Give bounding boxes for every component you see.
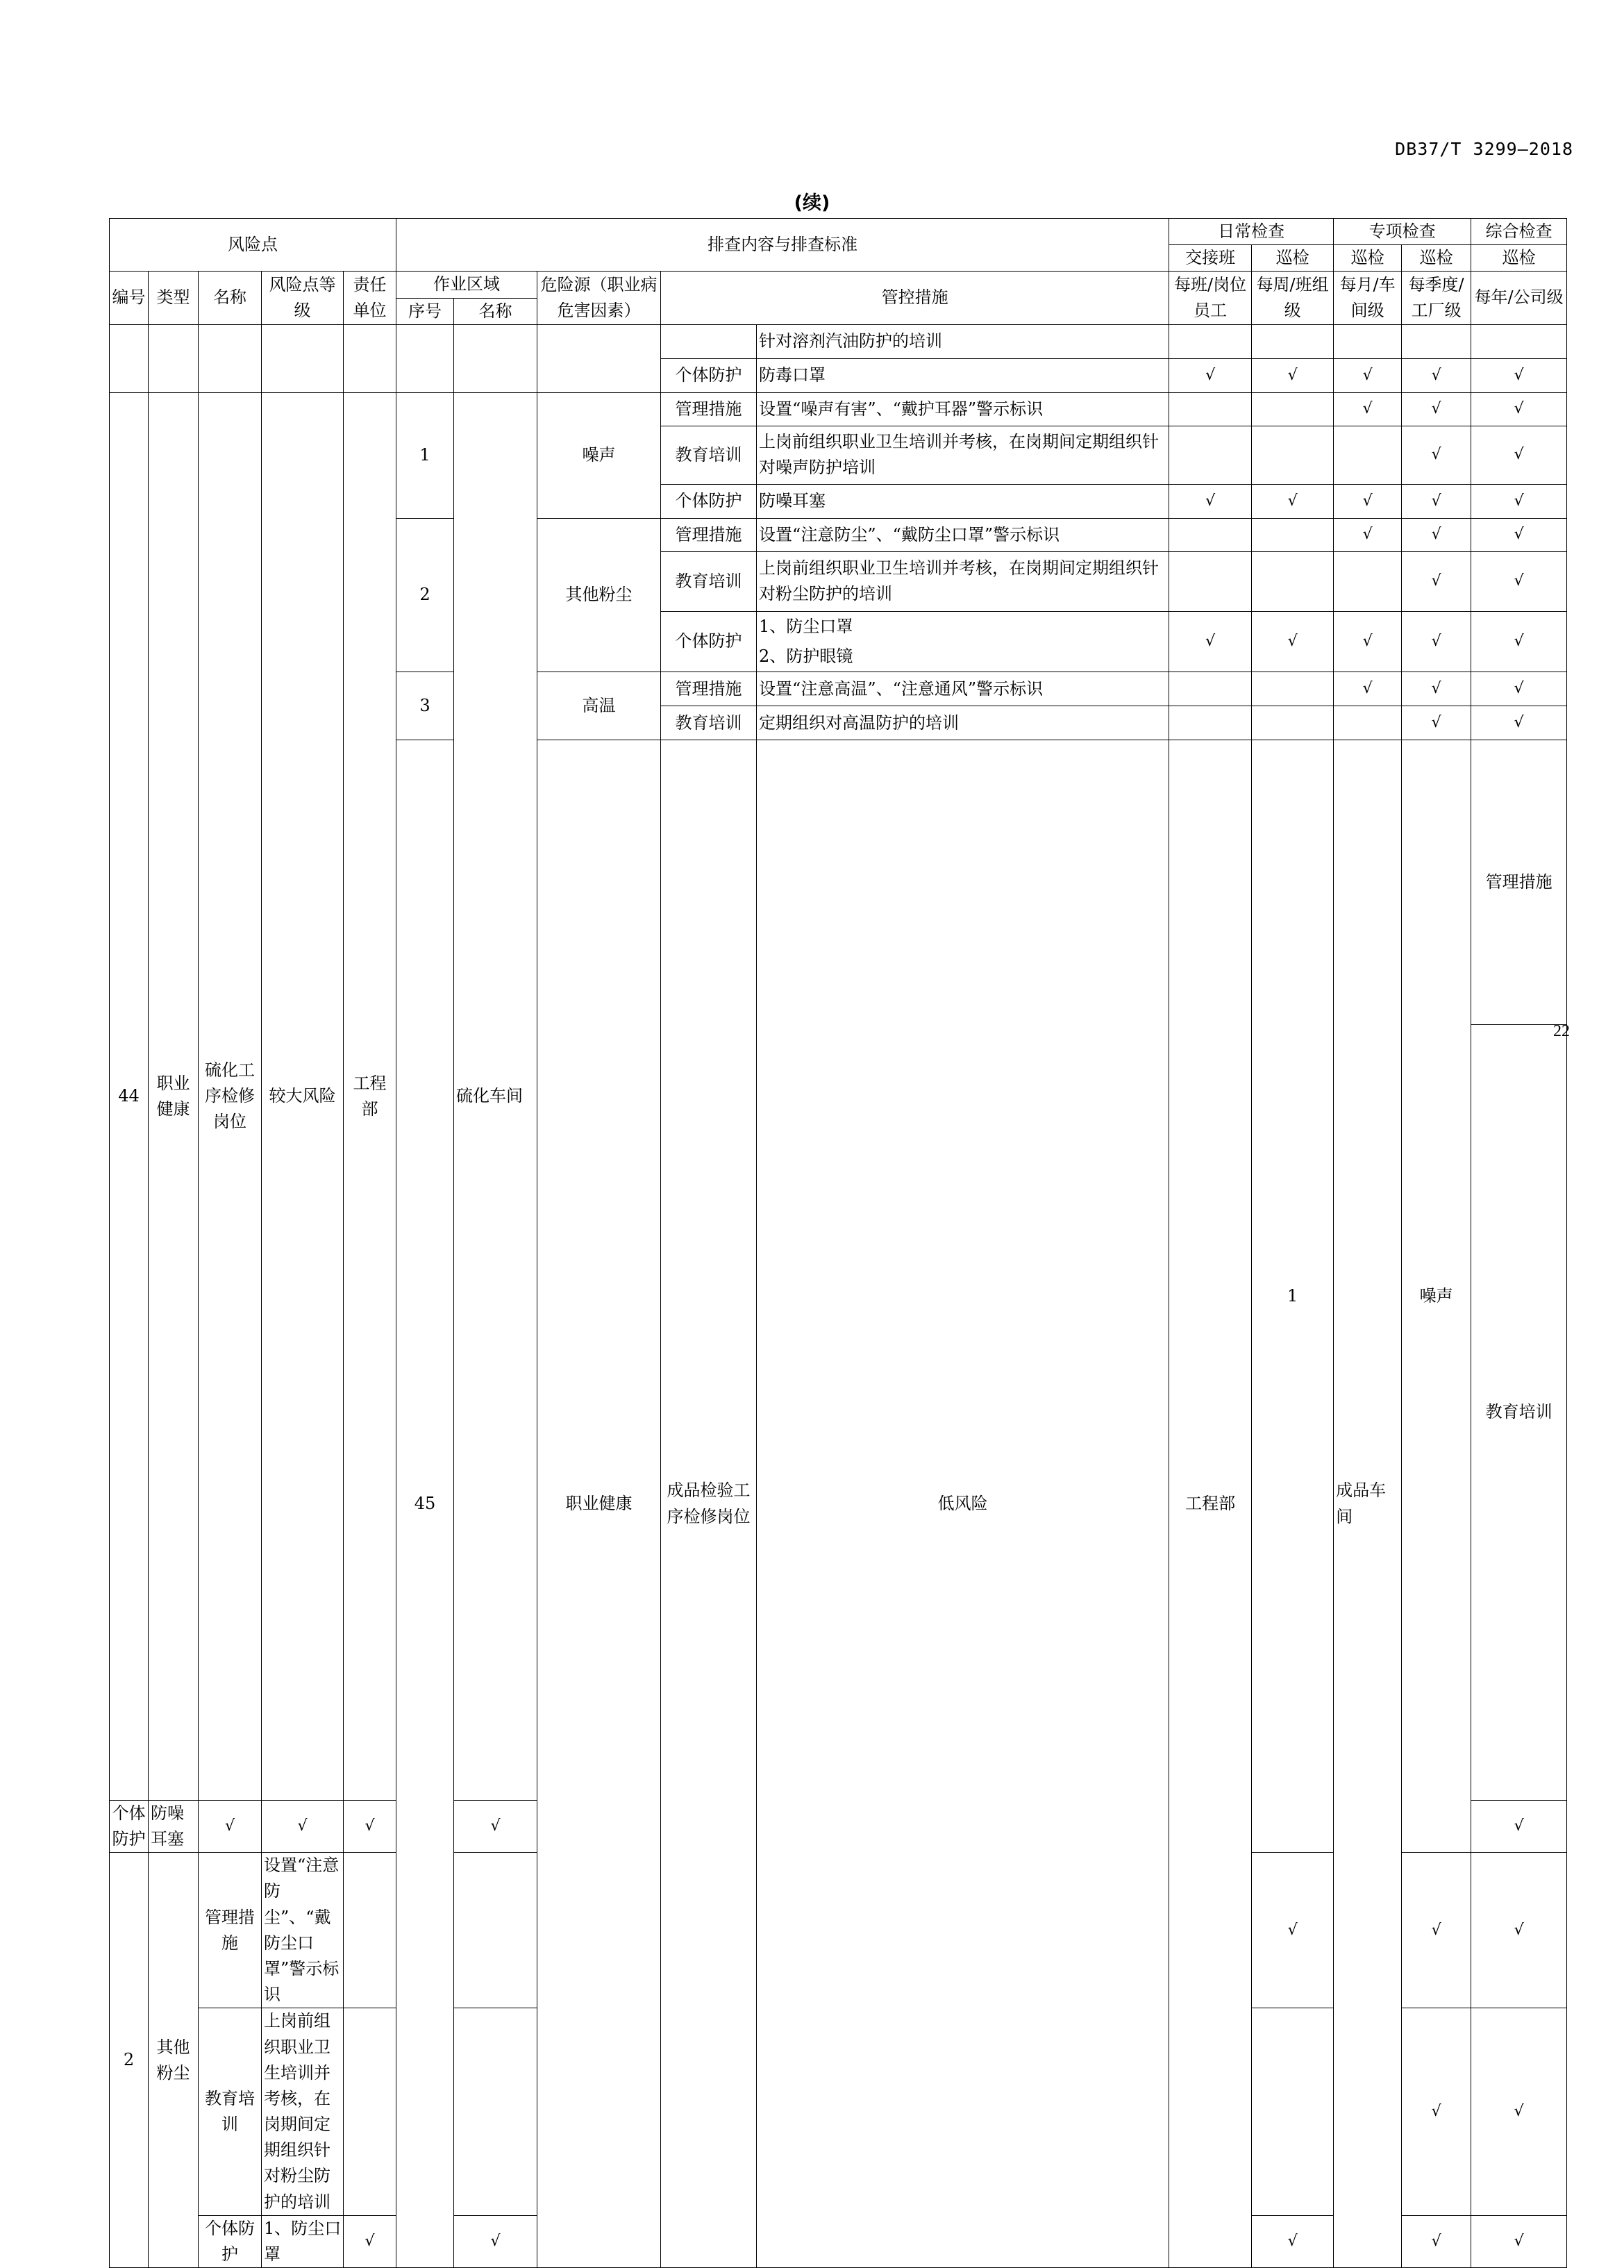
check-cell — [1334, 324, 1402, 358]
group-seq: 1 — [396, 392, 454, 518]
check-cell — [344, 2008, 396, 2216]
check-mark: √ — [1402, 426, 1471, 484]
check-mark: √ — [1471, 2008, 1567, 2216]
measure-text: 设置“注意防尘”、“戴防尘口罩”警示标识 — [757, 518, 1169, 551]
check-mark: √ — [1471, 392, 1567, 426]
check-cell — [1169, 706, 1252, 740]
check-cell — [1169, 392, 1252, 426]
measure-category: 个体防护 — [661, 358, 757, 392]
measure-text: 防噪耳塞 — [757, 484, 1169, 518]
measure-category: 管理措施 — [661, 518, 757, 551]
measure-text: 1、防尘口罩 — [262, 2215, 344, 2267]
check-mark: √ — [1334, 484, 1402, 518]
measure-text: 设置“注意高温”、“注意通风”警示标识 — [757, 672, 1169, 706]
work-area-name: 成品车间 — [1334, 740, 1402, 2268]
header-freq-month: 每月/车间级 — [1334, 272, 1402, 324]
entry-name: 硫化工序检修岗位 — [199, 392, 262, 1800]
check-cell — [1252, 706, 1334, 740]
check-cell — [1252, 2008, 1334, 2216]
measure-category: 管理措施 — [199, 1853, 262, 2008]
check-mark: √ — [1334, 392, 1402, 426]
check-mark: √ — [1471, 611, 1567, 672]
header-area-name: 名称 — [454, 298, 537, 324]
measure-text: 定期组织对高温防护的培训 — [757, 706, 1169, 740]
check-cell — [1252, 518, 1334, 551]
measure-text: 上岗前组织职业卫生培训并考核，在岗期间定期组织针对噪声防护培训 — [757, 426, 1169, 484]
check-mark: √ — [1252, 484, 1334, 518]
header-control-measures: 管控措施 — [661, 272, 1169, 324]
measure-category: 个体防护 — [661, 611, 757, 672]
check-mark: √ — [1471, 518, 1567, 551]
check-cell — [1169, 672, 1252, 706]
entry-name: 成品检验工序检修岗位 — [661, 740, 757, 2268]
measure-category: 教育培训 — [661, 426, 757, 484]
check-mark: √ — [1402, 484, 1471, 518]
check-mark: √ — [1334, 358, 1402, 392]
entry-number: 45 — [396, 740, 454, 2268]
measure-category: 个体防护 — [199, 2215, 262, 2267]
measure-category: 教育培训 — [1471, 1025, 1567, 1801]
carry-cell — [199, 324, 262, 392]
header-number: 编号 — [110, 272, 149, 324]
risk-check-table — [109, 218, 1567, 2268]
measure-text — [757, 611, 1169, 672]
header-check-content: 排查内容与排查标准 — [396, 219, 1169, 272]
check-mark: √ — [1402, 706, 1471, 740]
measure-text: 针对溶剂汽油防护的培训 — [757, 324, 1169, 358]
carry-cell — [110, 324, 149, 392]
header-risk-level: 风险点等级 — [262, 272, 344, 324]
check-mark: √ — [1252, 358, 1334, 392]
measure-category: 教育培训 — [661, 551, 757, 611]
measure-line: 2、防护眼镜 — [759, 646, 853, 666]
check-mark: √ — [1252, 611, 1334, 672]
check-mark: √ — [1169, 358, 1252, 392]
entry-risk-level: 较大风险 — [262, 392, 344, 1800]
check-mark: √ — [1402, 611, 1471, 672]
carry-cell — [454, 324, 537, 392]
header-daily-check: 日常检查 — [1169, 219, 1334, 245]
entry-type: 职业健康 — [537, 740, 661, 2268]
hazard: 噪声 — [537, 392, 661, 518]
check-mark: √ — [1471, 1800, 1567, 1852]
hazard: 噪声 — [1402, 740, 1471, 1853]
measure-category — [661, 324, 757, 358]
measure-line: 1、防尘口罩 — [759, 616, 853, 636]
check-mark: √ — [1402, 392, 1471, 426]
hazard: 其他粉尘 — [149, 1853, 199, 2268]
check-mark: √ — [1471, 484, 1567, 518]
check-mark: √ — [1334, 672, 1402, 706]
check-mark: √ — [454, 2215, 537, 2267]
check-cell — [454, 1853, 537, 2008]
group-seq: 3 — [396, 672, 454, 740]
check-mark: √ — [1402, 518, 1471, 551]
check-mark: √ — [1169, 611, 1252, 672]
carry-cell — [396, 324, 454, 392]
check-mark: √ — [1471, 358, 1567, 392]
check-mark: √ — [1471, 551, 1567, 611]
check-mark: √ — [262, 1800, 344, 1852]
group-seq: 2 — [110, 1853, 149, 2268]
check-mark: √ — [1471, 2215, 1567, 2267]
header-freq-year: 每年/公司级 — [1471, 272, 1567, 324]
check-cell — [1169, 426, 1252, 484]
carry-cell — [262, 324, 344, 392]
check-mark: √ — [1402, 2215, 1471, 2267]
measure-text: 防噪耳塞 — [149, 1800, 199, 1852]
check-cell — [1252, 324, 1334, 358]
check-cell — [1252, 392, 1334, 426]
work-area-name: 硫化车间 — [454, 392, 537, 1800]
check-cell — [1252, 426, 1334, 484]
measure-category: 个体防护 — [661, 484, 757, 518]
check-mark: √ — [1334, 518, 1402, 551]
check-cell — [344, 1853, 396, 2008]
header-work-area: 作业区域 — [396, 272, 537, 298]
check-mark: √ — [1252, 2215, 1334, 2267]
check-mark: √ — [1402, 1853, 1471, 2008]
header-handover: 交接班 — [1169, 245, 1252, 272]
entry-type: 职业健康 — [149, 392, 199, 1800]
measure-category: 教育培训 — [661, 706, 757, 740]
check-cell — [1471, 324, 1567, 358]
check-cell — [1334, 426, 1402, 484]
entry-risk-level: 低风险 — [757, 740, 1169, 2268]
check-mark: √ — [1402, 2008, 1471, 2216]
standard-code: DB37/T 3299—2018 — [1395, 139, 1573, 159]
header-patrol: 巡检 — [1471, 245, 1567, 272]
check-mark: √ — [1471, 672, 1567, 706]
header-hazard: 危险源（职业病危害因素） — [537, 272, 661, 324]
measure-category: 管理措施 — [1471, 740, 1567, 1025]
measure-text: 设置“噪声有害”、“戴护耳器”警示标识 — [757, 392, 1169, 426]
check-cell — [1402, 324, 1471, 358]
group-seq: 2 — [396, 518, 454, 672]
measure-category: 管理措施 — [661, 392, 757, 426]
header-comprehensive-check: 综合检查 — [1471, 219, 1567, 245]
entry-number: 44 — [110, 392, 149, 1800]
check-mark: √ — [1471, 426, 1567, 484]
check-cell — [454, 2008, 537, 2216]
carry-cell — [344, 324, 396, 392]
check-cell — [1252, 551, 1334, 611]
carry-cell — [537, 324, 661, 392]
check-mark: √ — [344, 1800, 396, 1852]
check-cell — [1169, 551, 1252, 611]
page-number: 22 — [1553, 1022, 1570, 1040]
header-patrol: 巡检 — [1402, 245, 1471, 272]
check-cell — [1169, 324, 1252, 358]
check-mark: √ — [1252, 1853, 1334, 2008]
check-mark: √ — [1471, 706, 1567, 740]
header-patrol: 巡检 — [1252, 245, 1334, 272]
group-seq: 1 — [1252, 740, 1334, 1853]
header-freq-week: 每周/班组级 — [1252, 272, 1334, 324]
check-cell — [1334, 706, 1402, 740]
entry-unit: 工程部 — [1169, 740, 1252, 2268]
measure-text: 防毒口罩 — [757, 358, 1169, 392]
check-mark: √ — [454, 1800, 537, 1852]
check-cell — [1169, 518, 1252, 551]
check-mark: √ — [344, 2215, 396, 2267]
header-freq-quarter: 每季度/工厂级 — [1402, 272, 1471, 324]
check-mark: √ — [1471, 1853, 1567, 2008]
check-mark: √ — [199, 1800, 262, 1852]
check-mark: √ — [1334, 611, 1402, 672]
measure-category: 教育培训 — [199, 2008, 262, 2216]
header-responsible-unit: 责任单位 — [344, 272, 396, 324]
carry-cell — [149, 324, 199, 392]
check-mark: √ — [1402, 672, 1471, 706]
header-freq-shift: 每班/岗位员工 — [1169, 272, 1252, 324]
check-cell — [1334, 551, 1402, 611]
hazard: 其他粉尘 — [537, 518, 661, 672]
check-mark: √ — [1402, 551, 1471, 611]
measure-text: 上岗前组织职业卫生培训并考核，在岗期间定期组织针对粉尘防护的培训 — [262, 2008, 344, 2216]
measure-text: 上岗前组织职业卫生培训并考核，在岗期间定期组织针对粉尘防护的培训 — [757, 551, 1169, 611]
header-name: 名称 — [199, 272, 262, 324]
check-mark: √ — [1169, 484, 1252, 518]
measure-text: 设置“注意防尘”、“戴防尘口罩”警示标识 — [262, 1853, 344, 2008]
header-risk-point: 风险点 — [110, 219, 396, 272]
check-mark: √ — [1402, 358, 1471, 392]
header-seq: 序号 — [396, 298, 454, 324]
header-type: 类型 — [149, 272, 199, 324]
hazard: 高温 — [537, 672, 661, 740]
check-cell — [1252, 672, 1334, 706]
entry-unit: 工程部 — [344, 392, 396, 1800]
measure-category: 管理措施 — [661, 672, 757, 706]
header-special-check: 专项检查 — [1334, 219, 1471, 245]
continued-label: (续) — [794, 192, 830, 214]
measure-category: 个体防护 — [110, 1800, 149, 1852]
header-patrol: 巡检 — [1334, 245, 1402, 272]
